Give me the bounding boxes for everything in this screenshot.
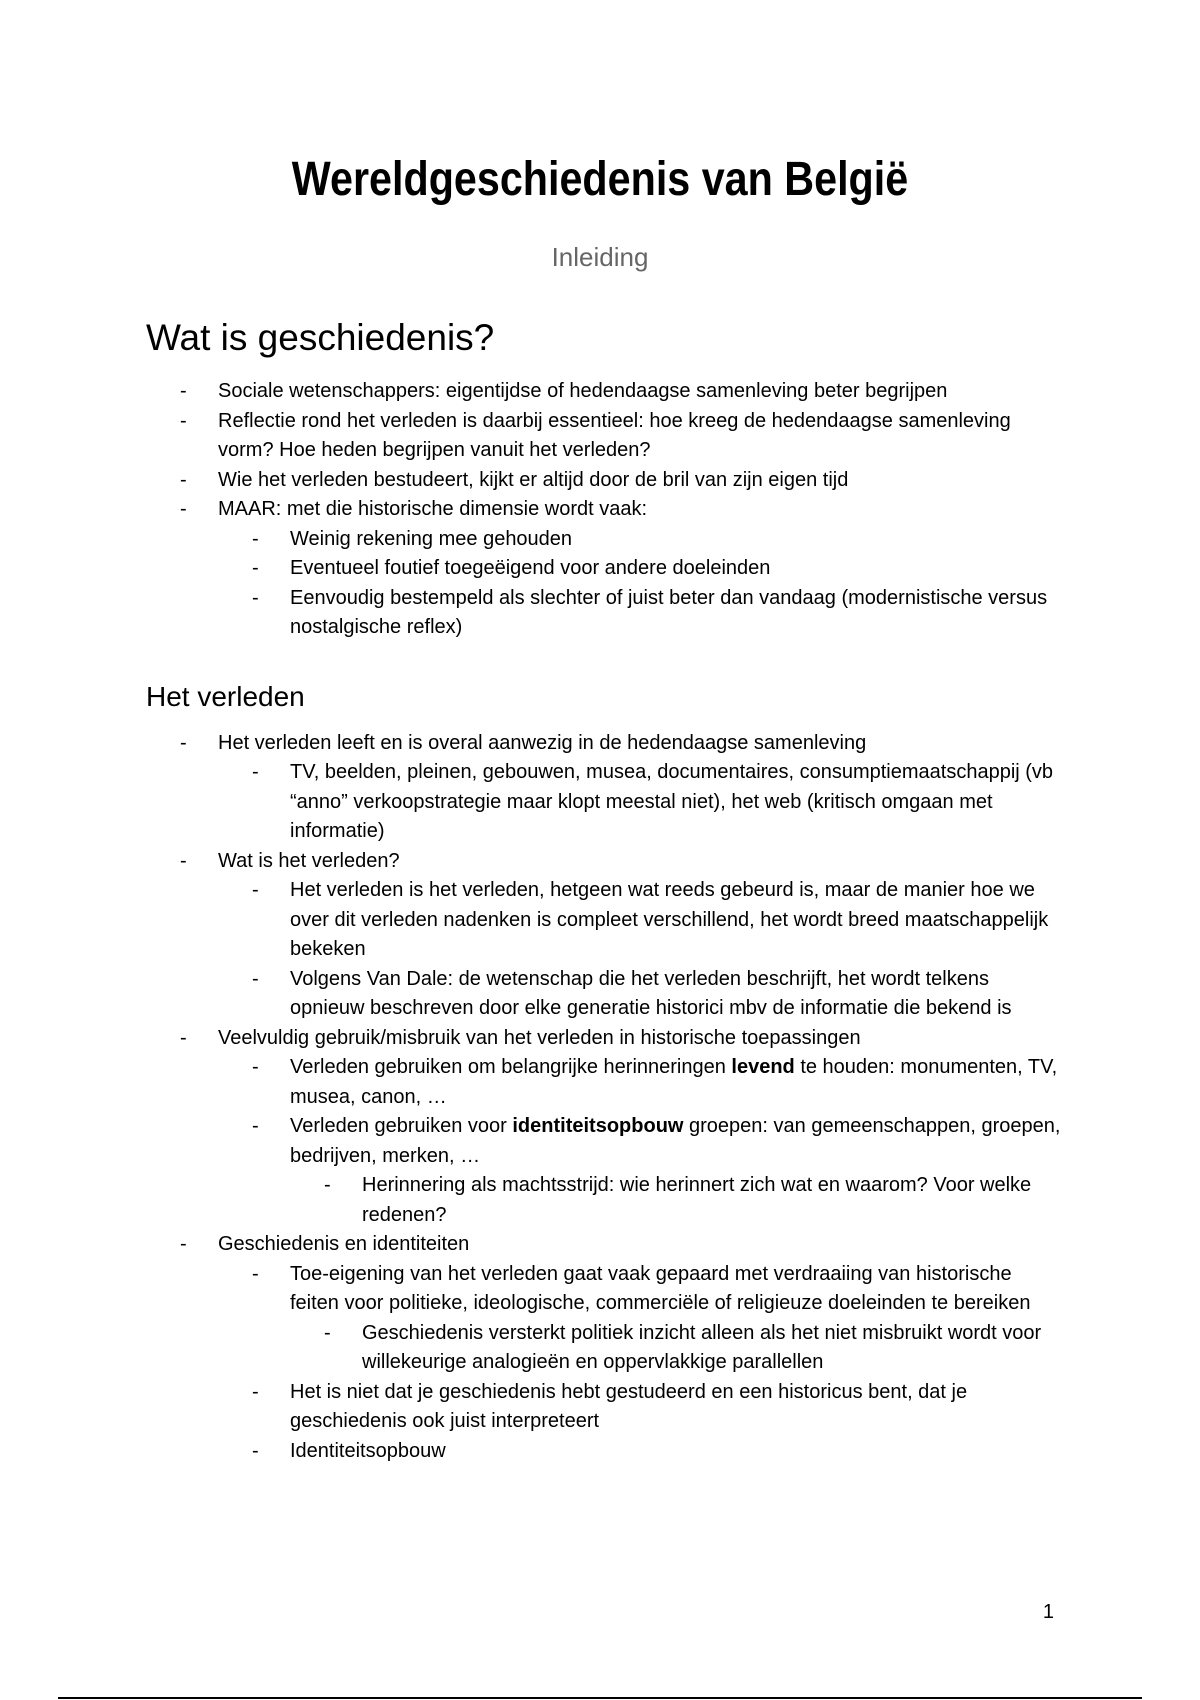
text-run: groepen: van gemeenschappen, groepen, bedrijven, merken, …	[290, 1115, 1061, 1167]
text-run: Verleden gebruiken om belangrijke herinneringen	[290, 1056, 732, 1078]
text-run: te houden: monumenten, TV, musea, canon, …	[290, 1056, 1058, 1108]
list-item: - Eventueel foutief toegeëigend voor andere doeleinden	[290, 554, 1066, 584]
list-item	[218, 847, 1066, 1024]
list-item: - Eenvoudig bestempeld als slechter of juist beter dan vandaag (modernistische versus nostalgische reflex)	[290, 584, 1066, 643]
bold-term: levend	[731, 1056, 795, 1078]
list-item: - Geschiedenis versterkt politiek inzicht alleen als het niet misbruikt wordt voor willekeurige analogieën en oppervlakkige parallellen	[362, 1319, 1066, 1378]
list-item: - TV, beelden, pleinen, gebouwen, musea, documentaires, consumptiemaatschappij (vb “anno” verkoopstrategie maar klopt meestal niet), het web (kritisch omgaan met informatie)	[290, 758, 1066, 847]
text-run: Verleden gebruiken voor	[290, 1115, 513, 1137]
list-item	[290, 1112, 1066, 1230]
sub-bullet-list	[218, 1260, 1066, 1467]
list-item: - Het verleden is het verleden, hetgeen wat reeds gebeurd is, maar de manier hoe we over dit verleden nadenken is compleet verschillend, het wordt breed maatschappelijk bekeken	[290, 876, 1066, 965]
section-heading-wat-is-geschiedenis: Wat is geschiedenis?	[146, 317, 495, 358]
page-number: 1	[1042, 1601, 1054, 1623]
list-item-text: Het verleden leeft en is overal aanwezig in de hedendaagse samenleving	[218, 731, 867, 754]
bullet-list	[146, 729, 1066, 1467]
list-item: - Wie het verleden bestudeert, kijkt er altijd door de bril van zijn eigen tijd	[218, 466, 1066, 496]
sub-bullet-list	[218, 1053, 1066, 1230]
list-item: - Reflectie rond het verleden is daarbij essentieel: hoe kreeg de hedendaagse samenleving vorm? Hoe heden begrijpen vanuit het verleden?	[218, 407, 1066, 466]
list-item	[218, 1024, 1066, 1231]
bullet-list	[146, 377, 1066, 643]
list-item: - Volgens Van Dale: de wetenschap die het verleden beschrijft, het wordt telkens opnieuw beschreven door elke generatie historici mbv de informatie die bekend is	[290, 965, 1066, 1024]
list-item: - Weinig rekening mee gehouden	[290, 525, 1066, 555]
list-item-text: Toe-eigening van het verleden gaat vaak gepaard met verdraaiing van historische feiten voor politieke, ideologische, commerciële of religieuze doeleinden te bereiken	[290, 1262, 1031, 1314]
list-item-text: Veelvuldig gebruik/misbruik van het verleden in historische toepassingen	[218, 1026, 861, 1049]
page-bottom-divider	[58, 1697, 1142, 1699]
list-item	[218, 729, 1066, 847]
list-item: - Het is niet dat je geschiedenis hebt gestudeerd en een historicus bent, dat je geschiedenis ook juist interpreteert	[290, 1378, 1066, 1437]
document-subtitle: Inleiding	[551, 242, 649, 272]
document-title: Wereldgeschiedenis van België	[291, 153, 909, 206]
list-item: - Herinnering als machtsstrijd: wie herinnert zich wat en waarom? Voor welke redenen?	[362, 1171, 1066, 1230]
sub-sub-bullet-list	[290, 1171, 1066, 1230]
list-item	[290, 1053, 1066, 1112]
list-item	[218, 495, 1066, 643]
list-item: - Sociale wetenschappers: eigentijdse of hedendaagse samenleving beter begrijpen	[218, 377, 1066, 407]
sub-bullet-list	[218, 876, 1066, 1024]
bold-term: identiteitsopbouw	[512, 1115, 684, 1137]
list-item-text: Wat is het verleden?	[218, 849, 400, 872]
list-item	[218, 1230, 1066, 1466]
list-item	[290, 1260, 1066, 1378]
list-item-text: Geschiedenis en identiteiten	[218, 1233, 470, 1255]
sub-sub-bullet-list	[290, 1319, 1066, 1378]
list-item: - Identiteitsopbouw	[290, 1437, 1066, 1467]
section-heading-het-verleden: Het verleden	[146, 680, 305, 712]
sub-bullet-list	[218, 525, 1066, 643]
list-item-text: MAAR: met die historische dimensie wordt vaak:	[218, 498, 648, 520]
sub-bullet-list	[218, 758, 1066, 847]
document-body	[146, 314, 1066, 1466]
